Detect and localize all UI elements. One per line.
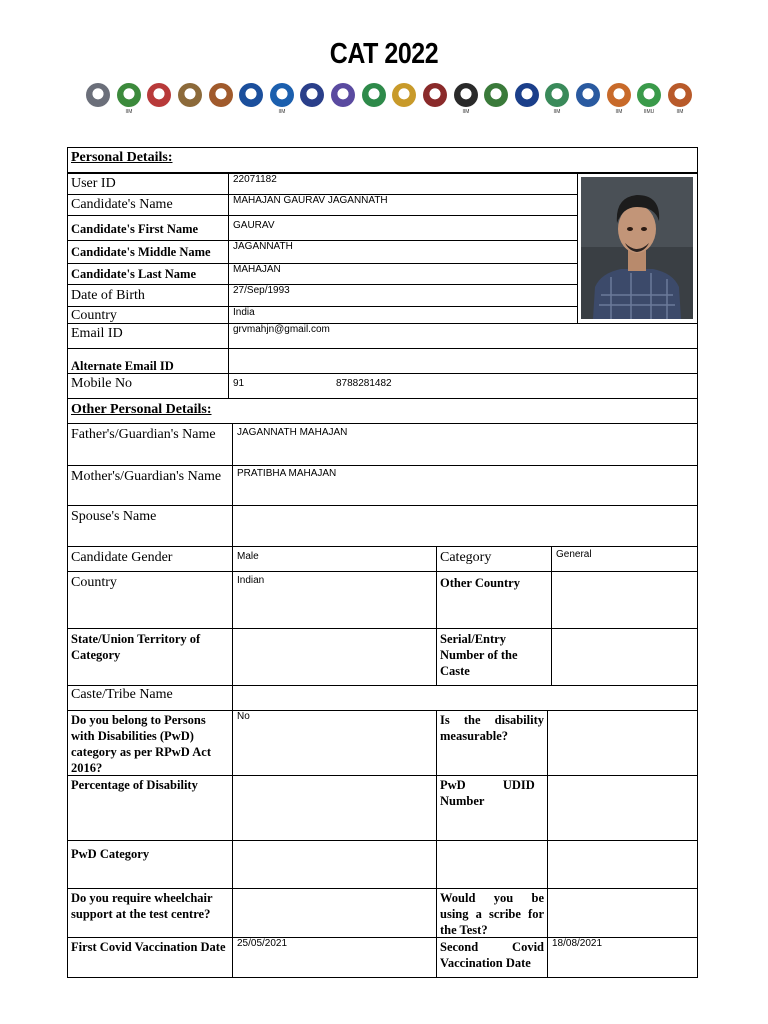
state-category-value: [232, 628, 437, 686]
middle-name-label: Candidate's Middle Name: [67, 240, 229, 264]
institute-logos-strip: [86, 80, 692, 120]
logo-emblem: [117, 83, 141, 107]
iim-logo-icon: [484, 80, 508, 120]
logo-emblem: [423, 83, 447, 107]
middle-name-value: JAGANNATH: [228, 240, 578, 264]
measurable-label: Is the disability measurable?: [436, 710, 548, 776]
pwd-label: Do you belong to Persons with Disabilities (PwD) category as per RPwD Act 2016?: [67, 710, 233, 776]
logo-label: IIM: [615, 109, 623, 115]
alt-email-label: Alternate Email ID: [67, 348, 229, 374]
photo-cell: [577, 173, 698, 324]
logo-emblem: [484, 83, 508, 107]
logo-emblem: [239, 83, 263, 107]
mobile-label: Mobile No: [67, 373, 229, 399]
father-name-value: JAGANNATH MAHAJAN: [232, 423, 698, 466]
iim-logo-icon: [576, 80, 600, 120]
iim-logo-icon: [331, 80, 355, 120]
category-value: General: [551, 546, 698, 572]
email-value: grvmahjn@gmail.com: [228, 323, 698, 349]
mobile-country-code: 91: [233, 378, 245, 389]
country-label: Country: [67, 306, 229, 324]
logo-emblem: [147, 83, 171, 107]
email-label: Email ID: [67, 323, 229, 349]
logo-emblem: [178, 83, 202, 107]
logo-emblem: [607, 83, 631, 107]
logo-emblem: [576, 83, 600, 107]
logo-emblem: [209, 83, 233, 107]
last-name-label: Candidate's Last Name: [67, 263, 229, 285]
page-title: CAT 2022: [329, 38, 439, 70]
logo-emblem: [637, 83, 661, 107]
logo-emblem: [270, 83, 294, 107]
other-country-label: Country: [67, 571, 233, 629]
logo-label: IIM: [125, 109, 133, 115]
first-name-label: Candidate's First Name: [67, 215, 229, 241]
foreign-country-value: [551, 571, 698, 629]
iim-logo-icon: [668, 80, 692, 120]
iim-logo-icon: [117, 80, 141, 120]
mobile-number: 8788281482: [336, 378, 392, 389]
category-label: Category: [436, 546, 552, 572]
candidate-name-value: MAHAJAN GAURAV JAGANNATH: [228, 194, 578, 216]
dob-value: 27/Sep/1993: [228, 284, 578, 307]
iim-logo-icon: [545, 80, 569, 120]
logo-label: IIM: [676, 109, 684, 115]
logo-label: IIM: [278, 109, 286, 115]
measurable-value: [547, 710, 698, 776]
spouse-name-value: [232, 505, 698, 547]
caste-serial-label: Serial/Entry Number of the Caste: [436, 628, 552, 686]
covid-first-label: First Covid Vaccination Date: [67, 937, 233, 978]
logo-emblem: [300, 83, 324, 107]
mother-name-label: Mother's/Guardian's Name: [67, 465, 233, 506]
disability-percentage-label: Percentage of Disability: [67, 775, 233, 841]
last-name-value: MAHAJAN: [228, 263, 578, 285]
caste-name-value: [232, 685, 698, 711]
user-id-label: User ID: [67, 173, 229, 195]
logo-label: IIM: [553, 109, 561, 115]
iim-logo-icon: [300, 80, 324, 120]
udid-label: PwD UDID Number: [436, 775, 548, 841]
blank-cell: [547, 840, 698, 889]
candidate-photo: [581, 177, 693, 319]
candidate-name-label: Candidate's Name: [67, 194, 229, 216]
scribe-label: Would you be using a scribe for the Test?: [436, 888, 548, 938]
logo-emblem: [331, 83, 355, 107]
pwd-category-label: PwD Category: [67, 840, 233, 889]
wheelchair-label: Do you require wheelchair support at the test centre?: [67, 888, 233, 938]
iim-logo-icon: [239, 80, 263, 120]
dob-label: Date of Birth: [67, 284, 229, 307]
state-category-label: State/Union Territory of Category: [67, 628, 233, 686]
caste-serial-value: [551, 628, 698, 686]
iim-logo-icon: [86, 80, 110, 120]
user-id-value: 22071182: [228, 173, 578, 195]
logo-emblem: [392, 83, 416, 107]
covid-second-value: 18/08/2021: [547, 937, 698, 978]
udid-value: [547, 775, 698, 841]
iim-logo-icon: [178, 80, 202, 120]
other-country-value: Indian: [232, 571, 437, 629]
foreign-country-label: Other Country: [436, 571, 552, 629]
wheelchair-value: [232, 888, 437, 938]
logo-emblem: [668, 83, 692, 107]
pwd-value: No: [232, 710, 437, 776]
personal-details-heading: Personal Details:: [67, 147, 698, 173]
iim-logo-icon: [607, 80, 631, 120]
gender-label: Candidate Gender: [67, 546, 233, 572]
iim-logo-icon: [392, 80, 416, 120]
first-name-value: GAURAV: [228, 215, 578, 241]
other-details-heading: Other Personal Details:: [67, 398, 698, 424]
disability-percentage-value: [232, 775, 437, 841]
logo-emblem: [515, 83, 539, 107]
blank-cell: [436, 840, 548, 889]
mother-name-value: PRATIBHA MAHAJAN: [232, 465, 698, 506]
logo-label: IIM: [462, 109, 470, 115]
country-value: India: [228, 306, 578, 324]
iim-logo-icon: [423, 80, 447, 120]
iim-logo-icon: [362, 80, 386, 120]
iim-logo-icon: [270, 80, 294, 120]
gender-value: Male: [232, 546, 437, 572]
logo-emblem: [545, 83, 569, 107]
scribe-value: [547, 888, 698, 938]
iim-logo-icon: [209, 80, 233, 120]
logo-emblem: [454, 83, 478, 107]
iim-logo-icon: [637, 80, 661, 120]
alt-email-value: [228, 348, 698, 374]
iim-logo-icon: [454, 80, 478, 120]
father-name-label: Father's/Guardian's Name: [67, 423, 233, 466]
caste-name-label: Caste/Tribe Name: [67, 685, 233, 711]
covid-second-label: Second Covid Vaccination Date: [436, 937, 548, 978]
iim-logo-icon: [147, 80, 171, 120]
iim-logo-icon: [515, 80, 539, 120]
logo-emblem: [86, 83, 110, 107]
pwd-category-value: [232, 840, 437, 889]
spouse-name-label: Spouse's Name: [67, 505, 233, 547]
logo-emblem: [362, 83, 386, 107]
mobile-value: [228, 373, 698, 399]
logo-label: IIMU: [643, 109, 655, 115]
covid-first-value: 25/05/2021: [232, 937, 437, 978]
